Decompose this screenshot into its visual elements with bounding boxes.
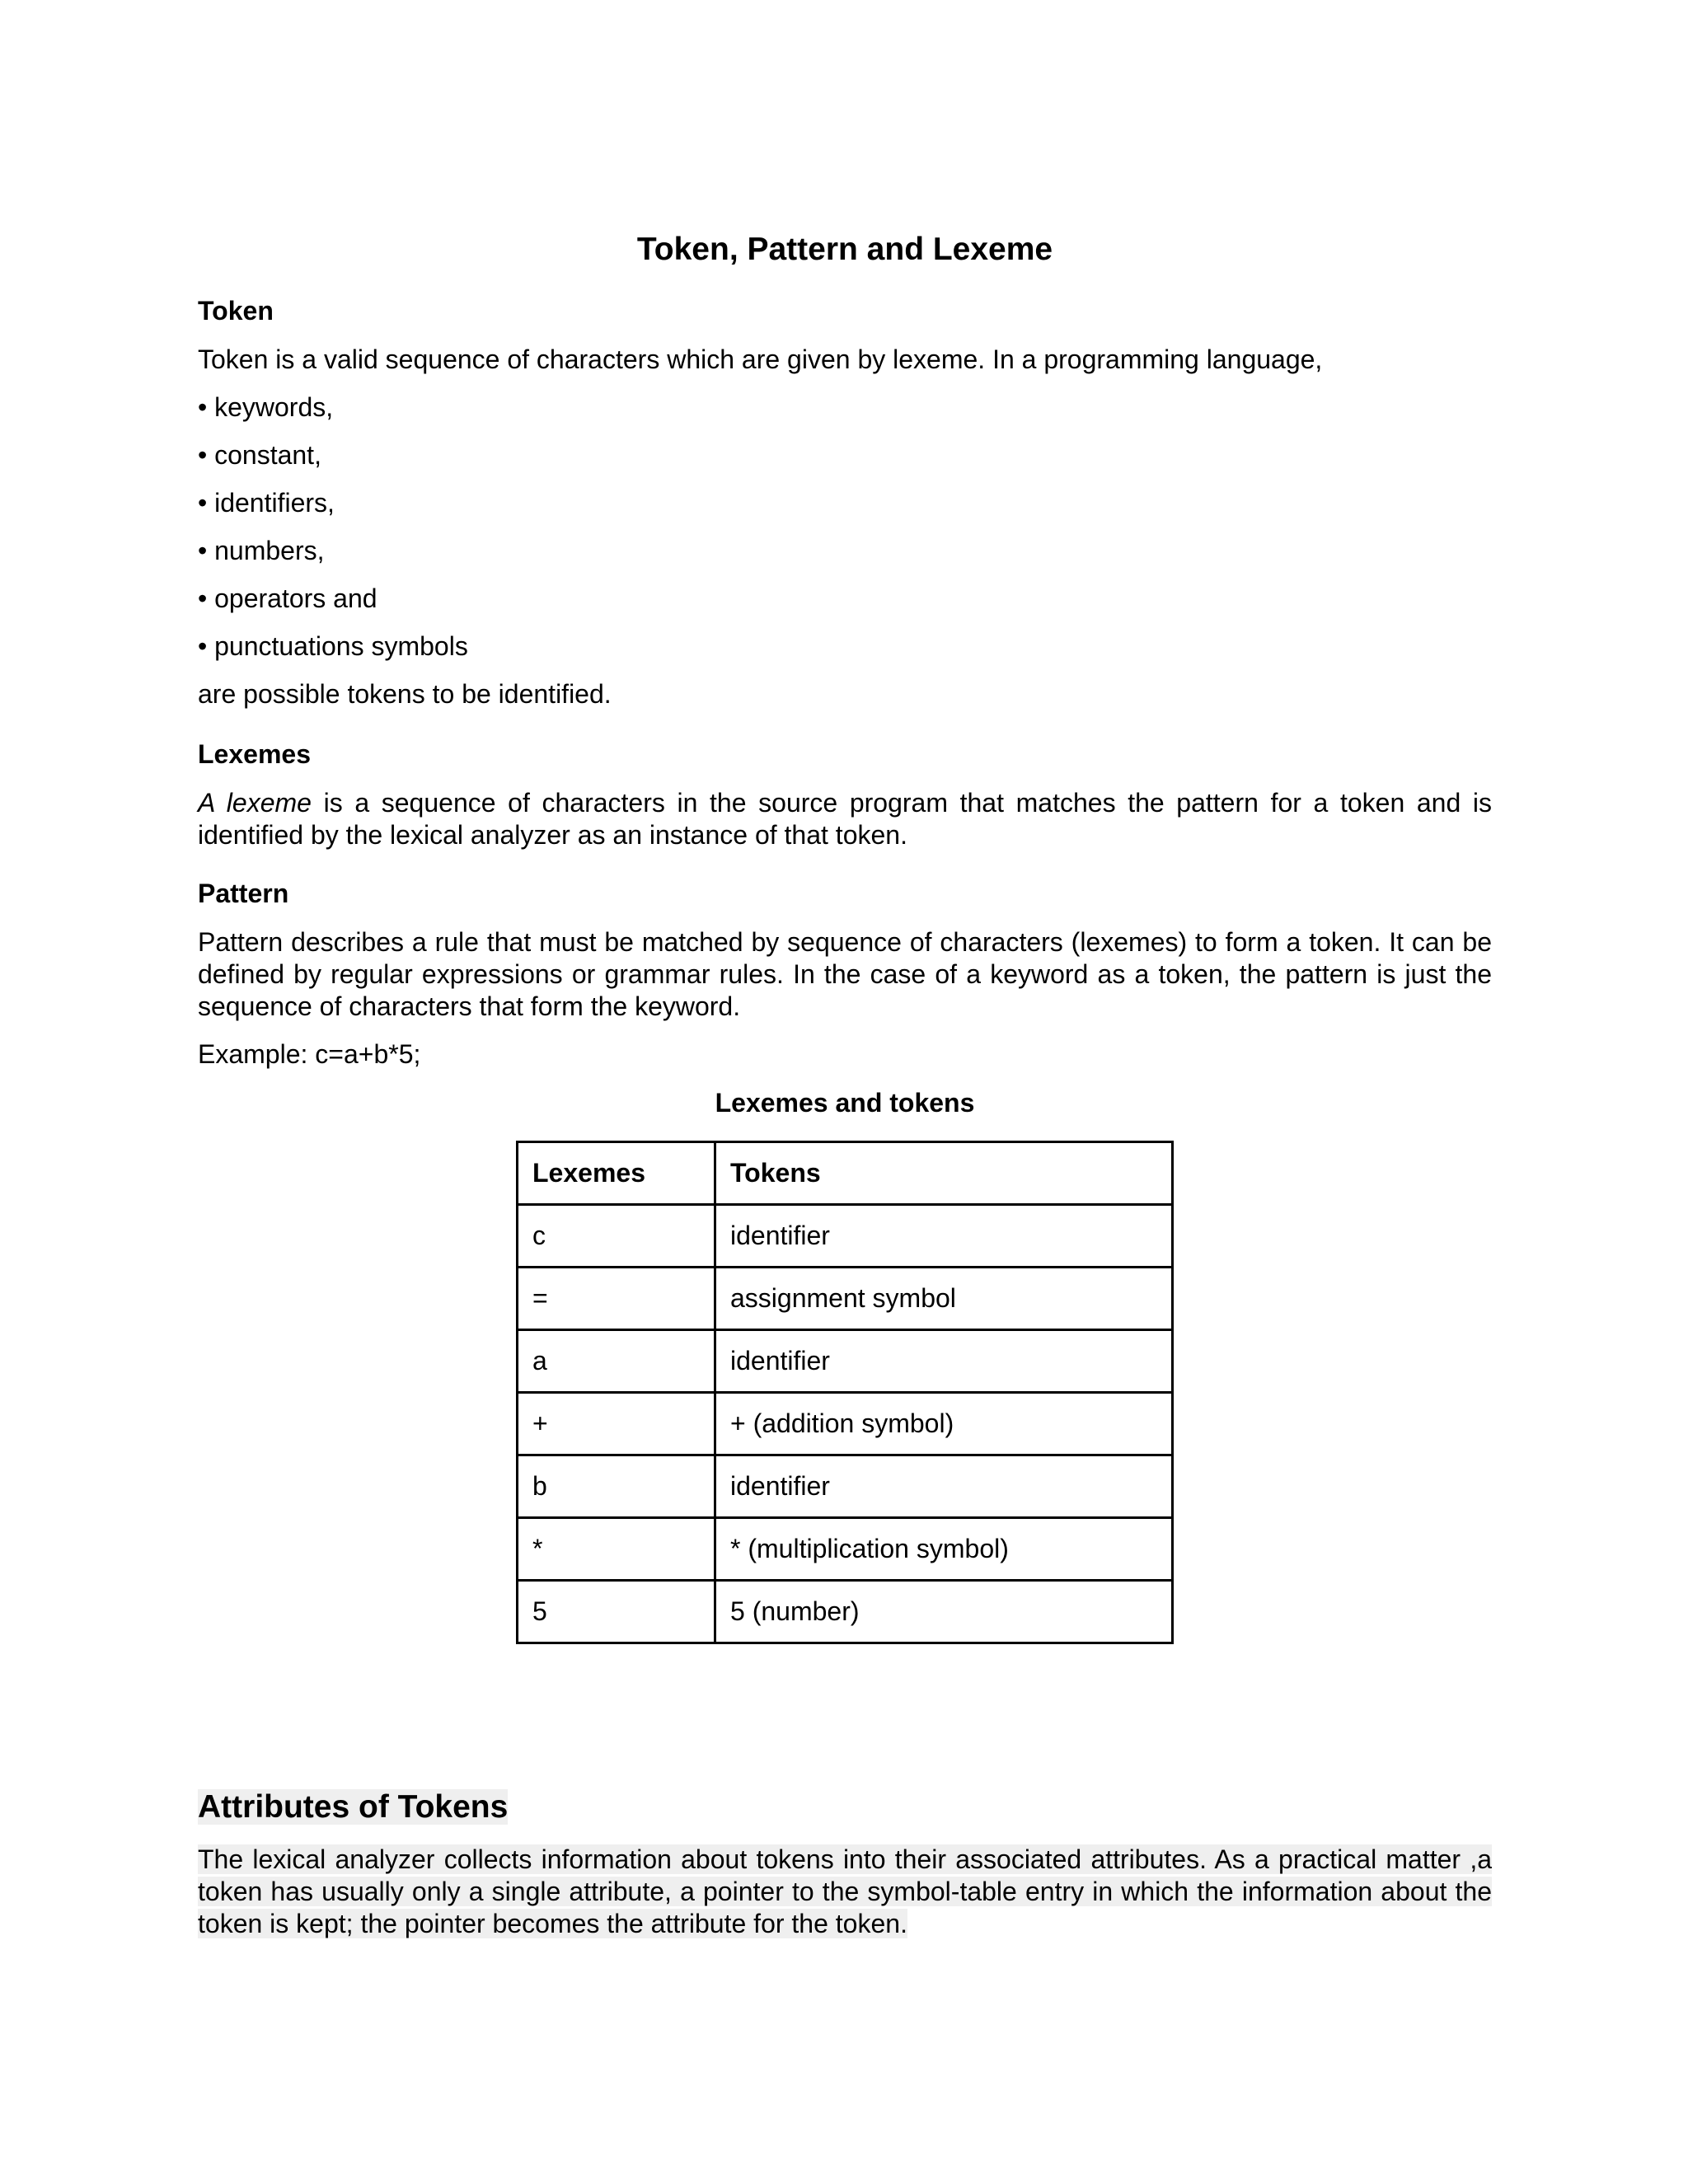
token-outro: are possible tokens to be identified. — [198, 679, 612, 709]
token-cell: * (multiplication symbol) — [715, 1518, 1173, 1581]
table-header-row — [518, 1142, 1173, 1205]
table-caption: Lexemes and tokens — [715, 1088, 975, 1118]
lexemes-tokens-table — [516, 1141, 1174, 1644]
attributes-heading-text: Attributes of Tokens — [198, 1789, 509, 1825]
pattern-heading: Pattern — [198, 879, 289, 908]
bullet-item: • identifiers, — [198, 488, 335, 518]
lexeme-cell: + — [518, 1393, 715, 1455]
table-row — [518, 1205, 1173, 1268]
table-row — [518, 1455, 1173, 1518]
bullet-item: • numbers, — [198, 536, 325, 565]
attributes-text: The lexical analyzer collects information about tokens into their associated attributes. As a practical matter ,a token has usually only a single attribute, a pointer to the symbol-table entry in which the information about the token is kept; the pointer becomes the attribute for the token. — [198, 1844, 1492, 1938]
lexemes-text: is a sequence of characters in the source program that matches the pattern for a token and is identified by the lexical analyzer as an instance of that token. — [198, 788, 1493, 850]
bullet-item: • constant, — [198, 440, 321, 470]
token-cell: identifier — [715, 1205, 1173, 1268]
lexeme-cell: b — [518, 1455, 715, 1518]
attributes-heading — [198, 1788, 508, 1826]
lexeme-cell: a — [518, 1330, 715, 1393]
attributes-paragraph — [198, 1844, 1492, 1940]
bullet-item: • keywords, — [198, 392, 334, 422]
pattern-example: Example: c=a+b*5; — [198, 1039, 421, 1069]
lexemes-heading: Lexemes — [198, 739, 311, 769]
table-row — [518, 1581, 1173, 1643]
token-cell: assignment symbol — [715, 1268, 1173, 1330]
token-cell: 5 (number) — [715, 1581, 1173, 1643]
bullet-item: • operators and — [198, 583, 377, 613]
token-cell: identifier — [715, 1455, 1173, 1518]
token-cell: identifier — [715, 1330, 1173, 1393]
page-title: Token, Pattern and Lexeme — [636, 232, 1053, 267]
bullet-item: • punctuations symbols — [198, 631, 468, 661]
pattern-definition: Pattern describes a rule that must be matched by sequence of characters (lexemes) to form a token. It can be defined by regular expressions or grammar rules. In the case of a keyword as a token, the pattern is just the sequence of characters that form the keyword. — [198, 927, 1492, 1021]
lexeme-cell: * — [518, 1518, 715, 1581]
column-header-tokens: Tokens — [715, 1142, 1173, 1205]
lexeme-cell: 5 — [518, 1581, 715, 1643]
table-row — [518, 1393, 1173, 1455]
token-intro: Token is a valid sequence of characters which are given by lexeme. In a programming language, — [198, 344, 1323, 374]
column-header-lexemes: Lexemes — [518, 1142, 715, 1205]
table-row — [518, 1518, 1173, 1581]
token-cell: + (addition symbol) — [715, 1393, 1173, 1455]
table-row — [518, 1330, 1173, 1393]
token-heading: Token — [198, 296, 274, 326]
lexemes-definition — [198, 787, 1492, 851]
table-row — [518, 1268, 1173, 1330]
lexeme-term: A lexeme — [198, 788, 312, 818]
lexeme-cell: c — [518, 1205, 715, 1268]
lexeme-cell: = — [518, 1268, 715, 1330]
